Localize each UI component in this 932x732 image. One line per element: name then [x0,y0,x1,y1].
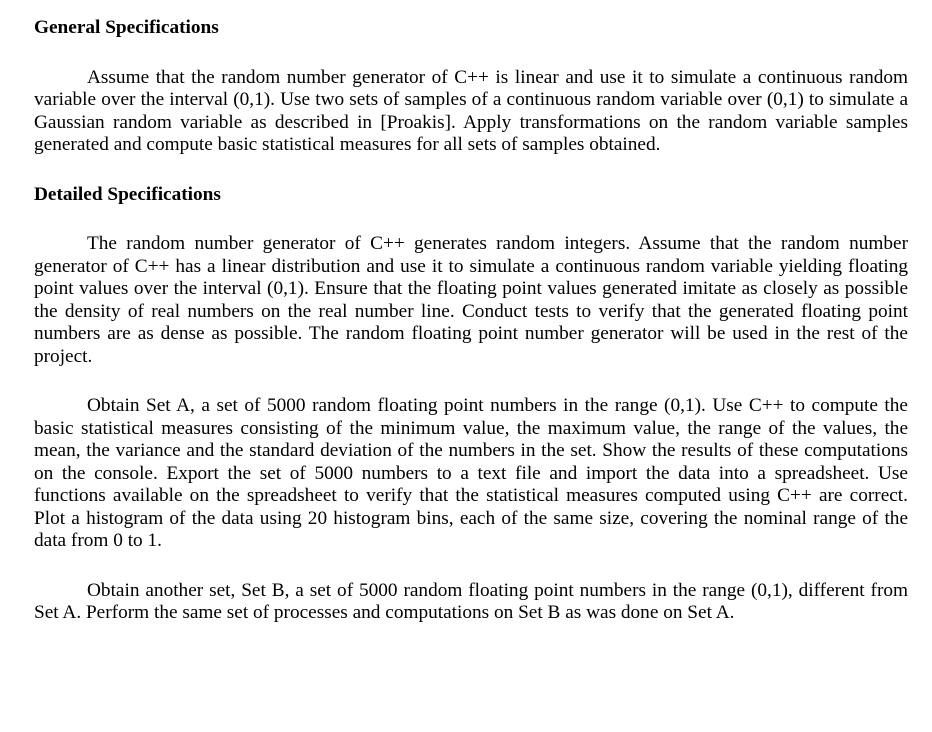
spacer [34,40,908,67]
spacer [34,553,908,580]
spacer [34,157,908,184]
document-page [34,17,908,625]
paragraph-set-a: Obtain Set A, a set of 5000 random floating point numbers in the range (0,1). Use C++ to compute the basic statistical measures consisting of the minimum value, the maximum value, the range of the values, the mean, the variance and the standard deviation of the numbers in the set. Show the results of these computations on the console. Export the set of 5000 numbers to a text file and import the data into a spreadsheet. Use functions available on the spreadsheet to verify that the statistical measures computed using C++ are correct. Plot a histogram of the data using 20 histogram bins, each of the same size, covering the nominal range of the data from 0 to 1. [34,395,908,551]
spacer [34,368,908,395]
paragraph-general-specifications: Assume that the random number generator of C++ is linear and use it to simulate a continuous random variable over the interval (0,1). Use two sets of samples of a continuous random variable over (0,1) to simulate a Gaussian random variable as described in [Proakis]. Apply transformations on the random variable samples generated and compute basic statistical measures for all sets of samples obtained. [34,66,908,155]
paragraph-set-b: Obtain another set, Set B, a set of 5000 random floating point numbers in the range (0,1), different from Set A. Perform the same set of processes and computations on Set B as was done on Set A. [34,579,908,623]
paragraph-random-number-generator: The random number generator of C++ generates random integers. Assume that the random number generator of C++ has a linear distribution and use it to simulate a continuous random variable yielding floating point values over the interval (0,1). Ensure that the floating point values generated imitate as closely as possible the density of real numbers on the real number line. Conduct tests to verify that the generated floating point numbers are as dense as possible. The random floating point number generator will be used in the rest of the project. [34,233,908,367]
spacer [34,206,908,233]
section-heading-detailed-specifications: Detailed Specifications [34,183,221,205]
section-heading-general-specifications: General Specifications [34,17,219,38]
